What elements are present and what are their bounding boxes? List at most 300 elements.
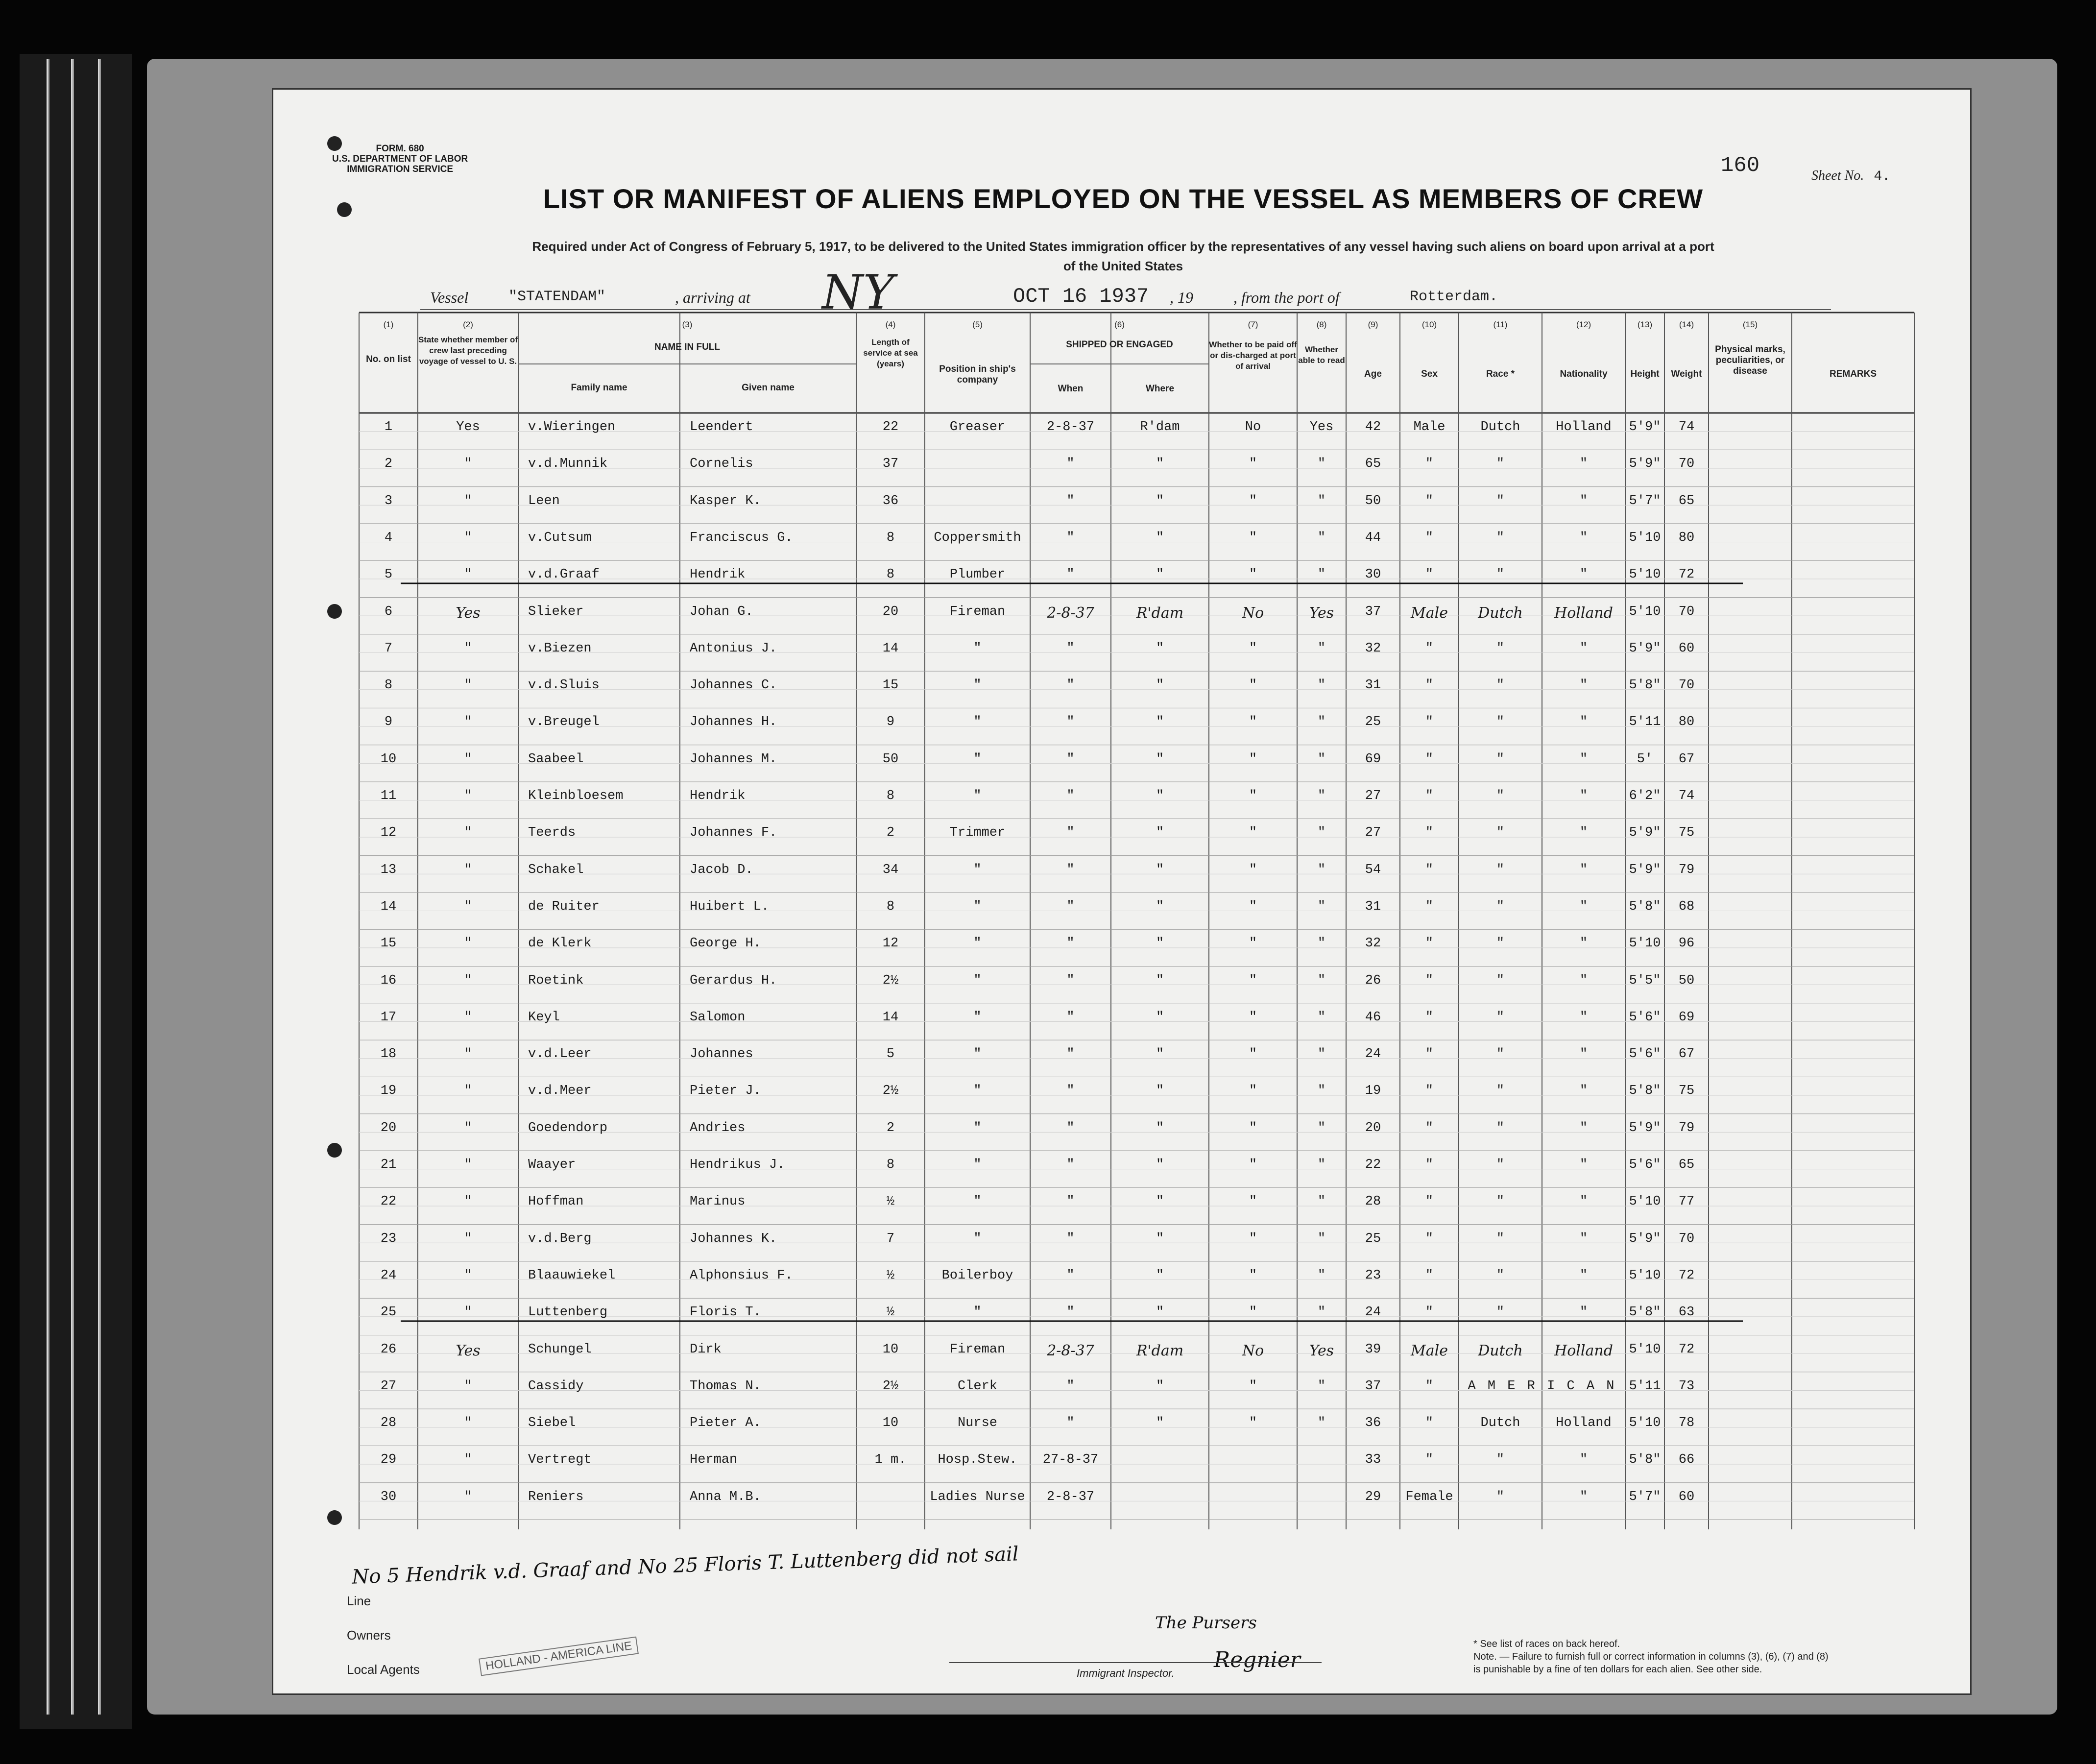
- cell-age: 28: [1365, 1194, 1381, 1209]
- subtitle-line-2: of the United States: [1063, 259, 1183, 273]
- cell-given: Pieter A.: [690, 1416, 761, 1431]
- cell-given: Jacob D.: [690, 862, 753, 877]
- cell-service: 5: [886, 1047, 895, 1062]
- cell-given: Salomon: [690, 1010, 746, 1025]
- footnote-penalty: Note. — Failure to furnish full or correct information in columns (3), (6), (7) and (8): [1473, 1651, 1829, 1662]
- cell-race: ": [1496, 641, 1505, 656]
- column-number: (3): [682, 320, 693, 329]
- cell-given: Kasper K.: [690, 493, 761, 508]
- cell-height: 5'10: [1629, 1194, 1661, 1209]
- cell-height: 5'9": [1629, 825, 1661, 841]
- cell-service: 10: [882, 1342, 899, 1357]
- cell-weight: 73: [1678, 1378, 1695, 1394]
- cell-weight: 75: [1678, 1084, 1695, 1099]
- header-sex: Sex: [1421, 369, 1438, 379]
- cell-read: ": [1317, 789, 1326, 803]
- column-number: (7): [1248, 320, 1258, 329]
- cell-family: Hoffman: [528, 1194, 584, 1209]
- cell-given: Gerardus H.: [690, 973, 777, 988]
- cell-family: Cassidy: [528, 1378, 584, 1394]
- cell-prev: ": [464, 641, 472, 656]
- cell-sex: Male: [1411, 604, 1448, 622]
- cell-where: ": [1156, 1231, 1164, 1246]
- cell-no: 27: [380, 1378, 397, 1394]
- cell-service: 50: [882, 751, 899, 767]
- cell-no: 6: [384, 604, 393, 619]
- cell-weight: 67: [1678, 1047, 1695, 1062]
- cell-where: ": [1156, 678, 1164, 693]
- cell-position: Fireman: [949, 1342, 1006, 1357]
- cell-when: ": [1066, 641, 1075, 656]
- cell-race: ": [1496, 1268, 1505, 1283]
- cell-nat: ": [1579, 751, 1588, 767]
- cell-nat: ": [1579, 641, 1588, 656]
- cell-family: v.Breugel: [528, 715, 600, 730]
- cell-read: ": [1317, 715, 1326, 730]
- pursers-signature: The Pursers: [1155, 1613, 1257, 1633]
- cell-prev: ": [464, 1084, 472, 1099]
- cell-prev: ": [464, 678, 472, 693]
- cell-height: 5'6": [1629, 1010, 1661, 1025]
- cell-nat: Holland: [1556, 420, 1612, 435]
- cell-weight: 74: [1678, 420, 1695, 435]
- cell-when: ": [1066, 862, 1075, 877]
- cell-paid: ": [1249, 1047, 1257, 1062]
- cell-paid: ": [1249, 567, 1257, 582]
- cell-when: ": [1066, 751, 1075, 767]
- cell-paid: ": [1249, 751, 1257, 767]
- cell-family: Slieker: [528, 604, 584, 619]
- cell-when: ": [1066, 825, 1075, 841]
- cell-position: ": [973, 936, 982, 951]
- cell-family: v.d.Sluis: [528, 678, 600, 693]
- cell-nat: Holland: [1554, 604, 1613, 622]
- cell-service: 8: [886, 899, 895, 914]
- cell-read: ": [1317, 678, 1326, 693]
- cell-height: 5'7": [1629, 493, 1661, 508]
- column-number: (10): [1421, 320, 1437, 329]
- cell-read: ": [1317, 567, 1326, 582]
- cell-height: 5'8": [1629, 678, 1661, 693]
- cell-prev: Yes: [456, 604, 481, 622]
- inspector-line: [949, 1662, 1322, 1663]
- cell-age: 24: [1365, 1047, 1381, 1062]
- cell-paid: No: [1242, 1342, 1264, 1359]
- cell-given: Floris T.: [690, 1305, 761, 1320]
- cell-position: Coppersmith: [934, 530, 1021, 545]
- cell-nat: ": [1579, 1231, 1588, 1246]
- cell-position: Fireman: [949, 604, 1006, 619]
- cell-no: 17: [380, 1010, 397, 1025]
- cell-nat: ": [1579, 1489, 1588, 1504]
- cell-no: 13: [380, 862, 397, 877]
- cell-when: 2-8-37: [1047, 604, 1094, 622]
- cell-paid: ": [1249, 493, 1257, 508]
- cell-nat: ": [1579, 678, 1588, 693]
- cell-height: 5'10: [1629, 604, 1661, 619]
- column-number: (13): [1637, 320, 1653, 329]
- cell-service: 36: [882, 493, 899, 508]
- cell-family: Siebel: [528, 1416, 576, 1431]
- cell-when: ": [1066, 457, 1075, 472]
- cell-given: Johannes M.: [690, 751, 777, 767]
- header-nationality: Nationality: [1560, 369, 1608, 379]
- cell-nat: ": [1579, 1158, 1588, 1172]
- cell-height: 5'10: [1629, 1342, 1661, 1357]
- cell-paid: No: [1242, 604, 1264, 622]
- cell-nat: ": [1579, 899, 1588, 914]
- cell-given: Leendert: [690, 420, 753, 435]
- cell-read: ": [1317, 530, 1326, 545]
- cell-family: v.d.Leer: [528, 1047, 592, 1062]
- cell-age: 36: [1365, 1416, 1381, 1431]
- cell-given: Marinus: [690, 1194, 746, 1209]
- arriving-label: , arriving at: [675, 289, 750, 306]
- cell-sex: ": [1425, 1231, 1434, 1246]
- manifest-page: [272, 88, 1972, 1695]
- cell-paid: ": [1249, 530, 1257, 545]
- cell-age: 44: [1365, 530, 1381, 545]
- cell-no: 18: [380, 1047, 397, 1062]
- cell-read: ": [1317, 493, 1326, 508]
- header-name-in-full: NAME IN FULL: [654, 342, 721, 352]
- cell-sex: ": [1425, 936, 1434, 951]
- cell-given: Cornelis: [690, 457, 753, 472]
- header-when: When: [1058, 384, 1084, 394]
- cell-family: Kleinbloesem: [528, 789, 624, 803]
- cell-service: 2½: [882, 1378, 899, 1394]
- departure-port: Rotterdam.: [1410, 289, 1498, 305]
- cell-sex: ": [1425, 899, 1434, 914]
- cell-no: 30: [380, 1489, 397, 1504]
- cell-when: ": [1066, 1194, 1075, 1209]
- cell-paid: ": [1249, 1194, 1257, 1209]
- cell-position: Ladies Nurse: [930, 1489, 1025, 1504]
- cell-given: Dirk: [690, 1342, 722, 1357]
- cell-when: ": [1066, 493, 1075, 508]
- cell-weight: 72: [1678, 567, 1695, 582]
- cell-sex: Female: [1405, 1489, 1453, 1504]
- cell-sex: ": [1425, 1120, 1434, 1136]
- cell-when: ": [1066, 973, 1075, 988]
- cell-service: 8: [886, 1158, 895, 1172]
- cell-age: 25: [1365, 1231, 1381, 1246]
- cell-position: ": [973, 899, 982, 914]
- cell-read: ": [1317, 751, 1326, 767]
- cell-age: 24: [1365, 1305, 1381, 1320]
- cell-position: Greaser: [949, 420, 1006, 435]
- cell-read: ": [1317, 457, 1326, 472]
- header-race: Race *: [1486, 369, 1515, 379]
- arriving-port: NY: [822, 265, 894, 320]
- cell-when: ": [1066, 1305, 1075, 1320]
- cell-race: ": [1496, 936, 1505, 951]
- cell-sex: ": [1425, 457, 1434, 472]
- column-number: (8): [1316, 320, 1327, 329]
- cell-given: George H.: [690, 936, 761, 951]
- cell-family: v.d.Graaf: [528, 567, 600, 582]
- cell-no: 24: [380, 1268, 397, 1283]
- column-number: (5): [972, 320, 983, 329]
- cell-service: 14: [882, 1010, 899, 1025]
- cell-race: ": [1496, 751, 1505, 767]
- cell-when: ": [1066, 789, 1075, 803]
- cell-nat: ": [1579, 1010, 1588, 1025]
- cell-given: Franciscus G.: [690, 530, 793, 545]
- cell-prev: ": [464, 1268, 472, 1283]
- cell-given: Hendrik: [690, 567, 746, 582]
- cell-read: Yes: [1309, 604, 1334, 622]
- cell-given: Johannes K.: [690, 1231, 777, 1246]
- cell-height: 5'9": [1629, 1231, 1661, 1246]
- cell-weight: 67: [1678, 751, 1695, 767]
- cell-service: 2½: [882, 1084, 899, 1099]
- cell-height: 5'5": [1629, 973, 1661, 988]
- cell-no: 9: [384, 715, 393, 730]
- cell-race: A M E R I C A N: [1468, 1378, 1616, 1394]
- cell-paid: ": [1249, 973, 1257, 988]
- cell-when: ": [1066, 678, 1075, 693]
- cell-position: ": [973, 715, 982, 730]
- column-number: (12): [1576, 320, 1591, 329]
- cell-sex: ": [1425, 1084, 1434, 1099]
- cell-service: ½: [886, 1268, 895, 1283]
- cell-paid: ": [1249, 1158, 1257, 1172]
- column-number: (11): [1493, 320, 1508, 329]
- cell-service: 2: [886, 825, 895, 841]
- cell-when: ": [1066, 1416, 1075, 1431]
- sheet-value: 4.: [1874, 169, 1890, 184]
- cell-service: 14: [882, 641, 899, 656]
- header-weight: Weight: [1671, 369, 1702, 379]
- cell-no: 12: [380, 825, 397, 841]
- header-physical-marks: Physical marks, peculiarities, or disease: [1715, 344, 1785, 376]
- cell-position: ": [973, 862, 982, 877]
- from-label: , from the port of: [1233, 289, 1340, 306]
- cell-position: ": [973, 1120, 982, 1136]
- cell-sex: ": [1425, 530, 1434, 545]
- cell-age: 39: [1365, 1342, 1381, 1357]
- cell-no: 4: [384, 530, 393, 545]
- cell-position: Plumber: [949, 567, 1006, 582]
- cell-race: ": [1496, 1452, 1505, 1468]
- cell-paid: ": [1249, 715, 1257, 730]
- purser-signature: Regnier: [1214, 1647, 1301, 1672]
- cell-when: 2-8-37: [1046, 1489, 1095, 1504]
- cell-when: ": [1066, 1010, 1075, 1025]
- header-shipped-engaged: SHIPPED OR ENGAGED: [1066, 339, 1173, 350]
- cell-where: ": [1156, 1084, 1164, 1099]
- cell-nat: ": [1579, 457, 1588, 472]
- binder-edge: [20, 54, 132, 1729]
- cell-paid: ": [1249, 1010, 1257, 1025]
- cell-where: ": [1156, 1047, 1164, 1062]
- cell-no: 3: [384, 493, 393, 508]
- cell-read: ": [1317, 1416, 1326, 1431]
- cell-given: Hendrik: [690, 789, 746, 803]
- column-number: (14): [1679, 320, 1694, 329]
- cell-age: 31: [1365, 678, 1381, 693]
- cell-where: ": [1156, 567, 1164, 582]
- cell-read: ": [1317, 1010, 1326, 1025]
- cell-prev: ": [464, 715, 472, 730]
- subtitle-line-1: Required under Act of Congress of February 5, 1917, to be delivered to the United States immigration officer by the representatives of any vessel having such aliens on board upon arrival at a port: [532, 239, 1714, 254]
- cell-age: 32: [1365, 641, 1381, 656]
- cell-nat: ": [1579, 493, 1588, 508]
- cell-where: ": [1156, 457, 1164, 472]
- cell-weight: 74: [1678, 789, 1695, 803]
- cell-height: 5'10: [1629, 567, 1661, 582]
- cell-when: ": [1066, 936, 1075, 951]
- cell-where: ": [1156, 1378, 1164, 1394]
- cell-no: 7: [384, 641, 393, 656]
- footnote-fine: is punishable by a fine of ten dollars for each alien. See other side.: [1473, 1664, 1762, 1675]
- cell-nat: Holland: [1554, 1342, 1613, 1359]
- cell-age: 27: [1365, 789, 1381, 803]
- cell-sex: ": [1425, 678, 1434, 693]
- cell-race: ": [1496, 1305, 1505, 1320]
- cell-when: ": [1066, 1084, 1075, 1099]
- cell-race: ": [1496, 567, 1505, 582]
- cell-nat: ": [1579, 1194, 1588, 1209]
- cell-family: Keyl: [528, 1010, 560, 1025]
- cell-service: 9: [886, 715, 895, 730]
- cell-no: 19: [380, 1084, 397, 1099]
- cell-height: 5'9": [1629, 457, 1661, 472]
- cell-paid: ": [1249, 457, 1257, 472]
- cell-position: ": [973, 1158, 982, 1172]
- sheet-label: Sheet No.: [1811, 168, 1864, 183]
- cell-race: ": [1496, 493, 1505, 508]
- column-number: (2): [463, 320, 473, 329]
- cell-family: Waayer: [528, 1158, 576, 1172]
- cell-where: ": [1156, 715, 1164, 730]
- cell-no: 15: [380, 936, 397, 951]
- cell-where: ": [1156, 862, 1164, 877]
- cell-read: ": [1317, 862, 1326, 877]
- cell-where: R'dam: [1136, 604, 1184, 622]
- cell-weight: 80: [1678, 715, 1695, 730]
- cell-when: ": [1066, 1378, 1075, 1394]
- cell-family: Teerds: [528, 825, 576, 841]
- cell-where: ": [1156, 751, 1164, 767]
- cell-age: 29: [1365, 1489, 1381, 1504]
- cell-when: ": [1066, 899, 1075, 914]
- cell-age: 23: [1365, 1268, 1381, 1283]
- cell-prev: ": [464, 789, 472, 803]
- cell-prev: ": [464, 457, 472, 472]
- cell-where: R'dam: [1140, 420, 1180, 435]
- cell-height: 5'10: [1629, 1268, 1661, 1283]
- cell-where: ": [1156, 1416, 1164, 1431]
- cell-weight: 78: [1678, 1416, 1695, 1431]
- cell-read: ": [1317, 899, 1326, 914]
- cell-height: 5'6": [1629, 1047, 1661, 1062]
- department: U.S. DEPARTMENT OF LABOR: [332, 154, 468, 164]
- header-given-name: Given name: [742, 383, 795, 393]
- cell-where: ": [1156, 493, 1164, 508]
- cell-family: de Klerk: [528, 936, 592, 951]
- cell-age: 37: [1365, 1378, 1381, 1394]
- cell-race: ": [1496, 1158, 1505, 1172]
- cell-position: ": [973, 973, 982, 988]
- cell-age: 37: [1365, 604, 1381, 619]
- cell-prev: ": [464, 1120, 472, 1136]
- cell-paid: ": [1249, 641, 1257, 656]
- cell-weight: 66: [1678, 1452, 1695, 1468]
- cell-age: 50: [1365, 493, 1381, 508]
- cell-age: 65: [1365, 457, 1381, 472]
- cell-prev: ": [464, 899, 472, 914]
- cell-paid: No: [1245, 420, 1261, 435]
- cell-position: ": [973, 1305, 982, 1320]
- cell-when: ": [1066, 530, 1075, 545]
- cell-race: ": [1496, 825, 1505, 841]
- cell-position: Trimmer: [949, 825, 1006, 841]
- cell-family: v.Cutsum: [528, 530, 592, 545]
- cell-prev: ": [464, 1158, 472, 1172]
- header-height: Height: [1630, 369, 1660, 379]
- cell-paid: ": [1249, 1084, 1257, 1099]
- cell-family: v.d.Munnik: [528, 457, 608, 472]
- cell-no: 25: [380, 1305, 397, 1320]
- cell-when: ": [1066, 1231, 1075, 1246]
- cell-sex: ": [1425, 1378, 1434, 1394]
- cell-height: 5'8": [1629, 1452, 1661, 1468]
- cell-sex: ": [1425, 567, 1434, 582]
- cell-service: 37: [882, 457, 899, 472]
- cell-paid: ": [1249, 899, 1257, 914]
- cell-read: ": [1317, 825, 1326, 841]
- cell-paid: ": [1249, 936, 1257, 951]
- cell-family: Reniers: [528, 1489, 584, 1504]
- cell-race: ": [1496, 862, 1505, 877]
- cell-race: Dutch: [1478, 604, 1523, 622]
- cell-given: Johannes H.: [690, 715, 777, 730]
- cell-no: 22: [380, 1194, 397, 1209]
- cell-race: Dutch: [1480, 1416, 1520, 1431]
- cell-where: ": [1156, 899, 1164, 914]
- cell-prev: ": [464, 493, 472, 508]
- cell-weight: 96: [1678, 936, 1695, 951]
- cell-service: ½: [886, 1305, 895, 1320]
- cell-height: 5'11: [1629, 1378, 1661, 1394]
- cell-height: 5'10: [1629, 936, 1661, 951]
- cell-height: 5'9": [1629, 641, 1661, 656]
- cell-family: Schakel: [528, 862, 584, 877]
- header-paid-off: Whether to be paid off or dis-charged at port of arrival: [1209, 340, 1297, 371]
- cell-position: ": [973, 1010, 982, 1025]
- cell-prev: ": [464, 751, 472, 767]
- cell-where: ": [1156, 1010, 1164, 1025]
- cell-weight: 60: [1678, 1489, 1695, 1504]
- cell-no: 8: [384, 678, 393, 693]
- cell-given: Johannes F.: [690, 825, 777, 841]
- cell-race: ": [1496, 1120, 1505, 1136]
- cell-no: 5: [384, 567, 393, 582]
- service: IMMIGRATION SERVICE: [347, 164, 454, 174]
- cell-no: 16: [380, 973, 397, 988]
- cell-given: Pieter J.: [690, 1084, 761, 1099]
- cell-race: Dutch: [1480, 420, 1520, 435]
- cell-service: 20: [882, 604, 899, 619]
- cell-age: 32: [1365, 936, 1381, 951]
- cell-nat: ": [1579, 973, 1588, 988]
- cell-race: ": [1496, 678, 1505, 693]
- cell-no: 21: [380, 1158, 397, 1172]
- column-number: (4): [885, 320, 896, 329]
- cell-prev: ": [464, 567, 472, 582]
